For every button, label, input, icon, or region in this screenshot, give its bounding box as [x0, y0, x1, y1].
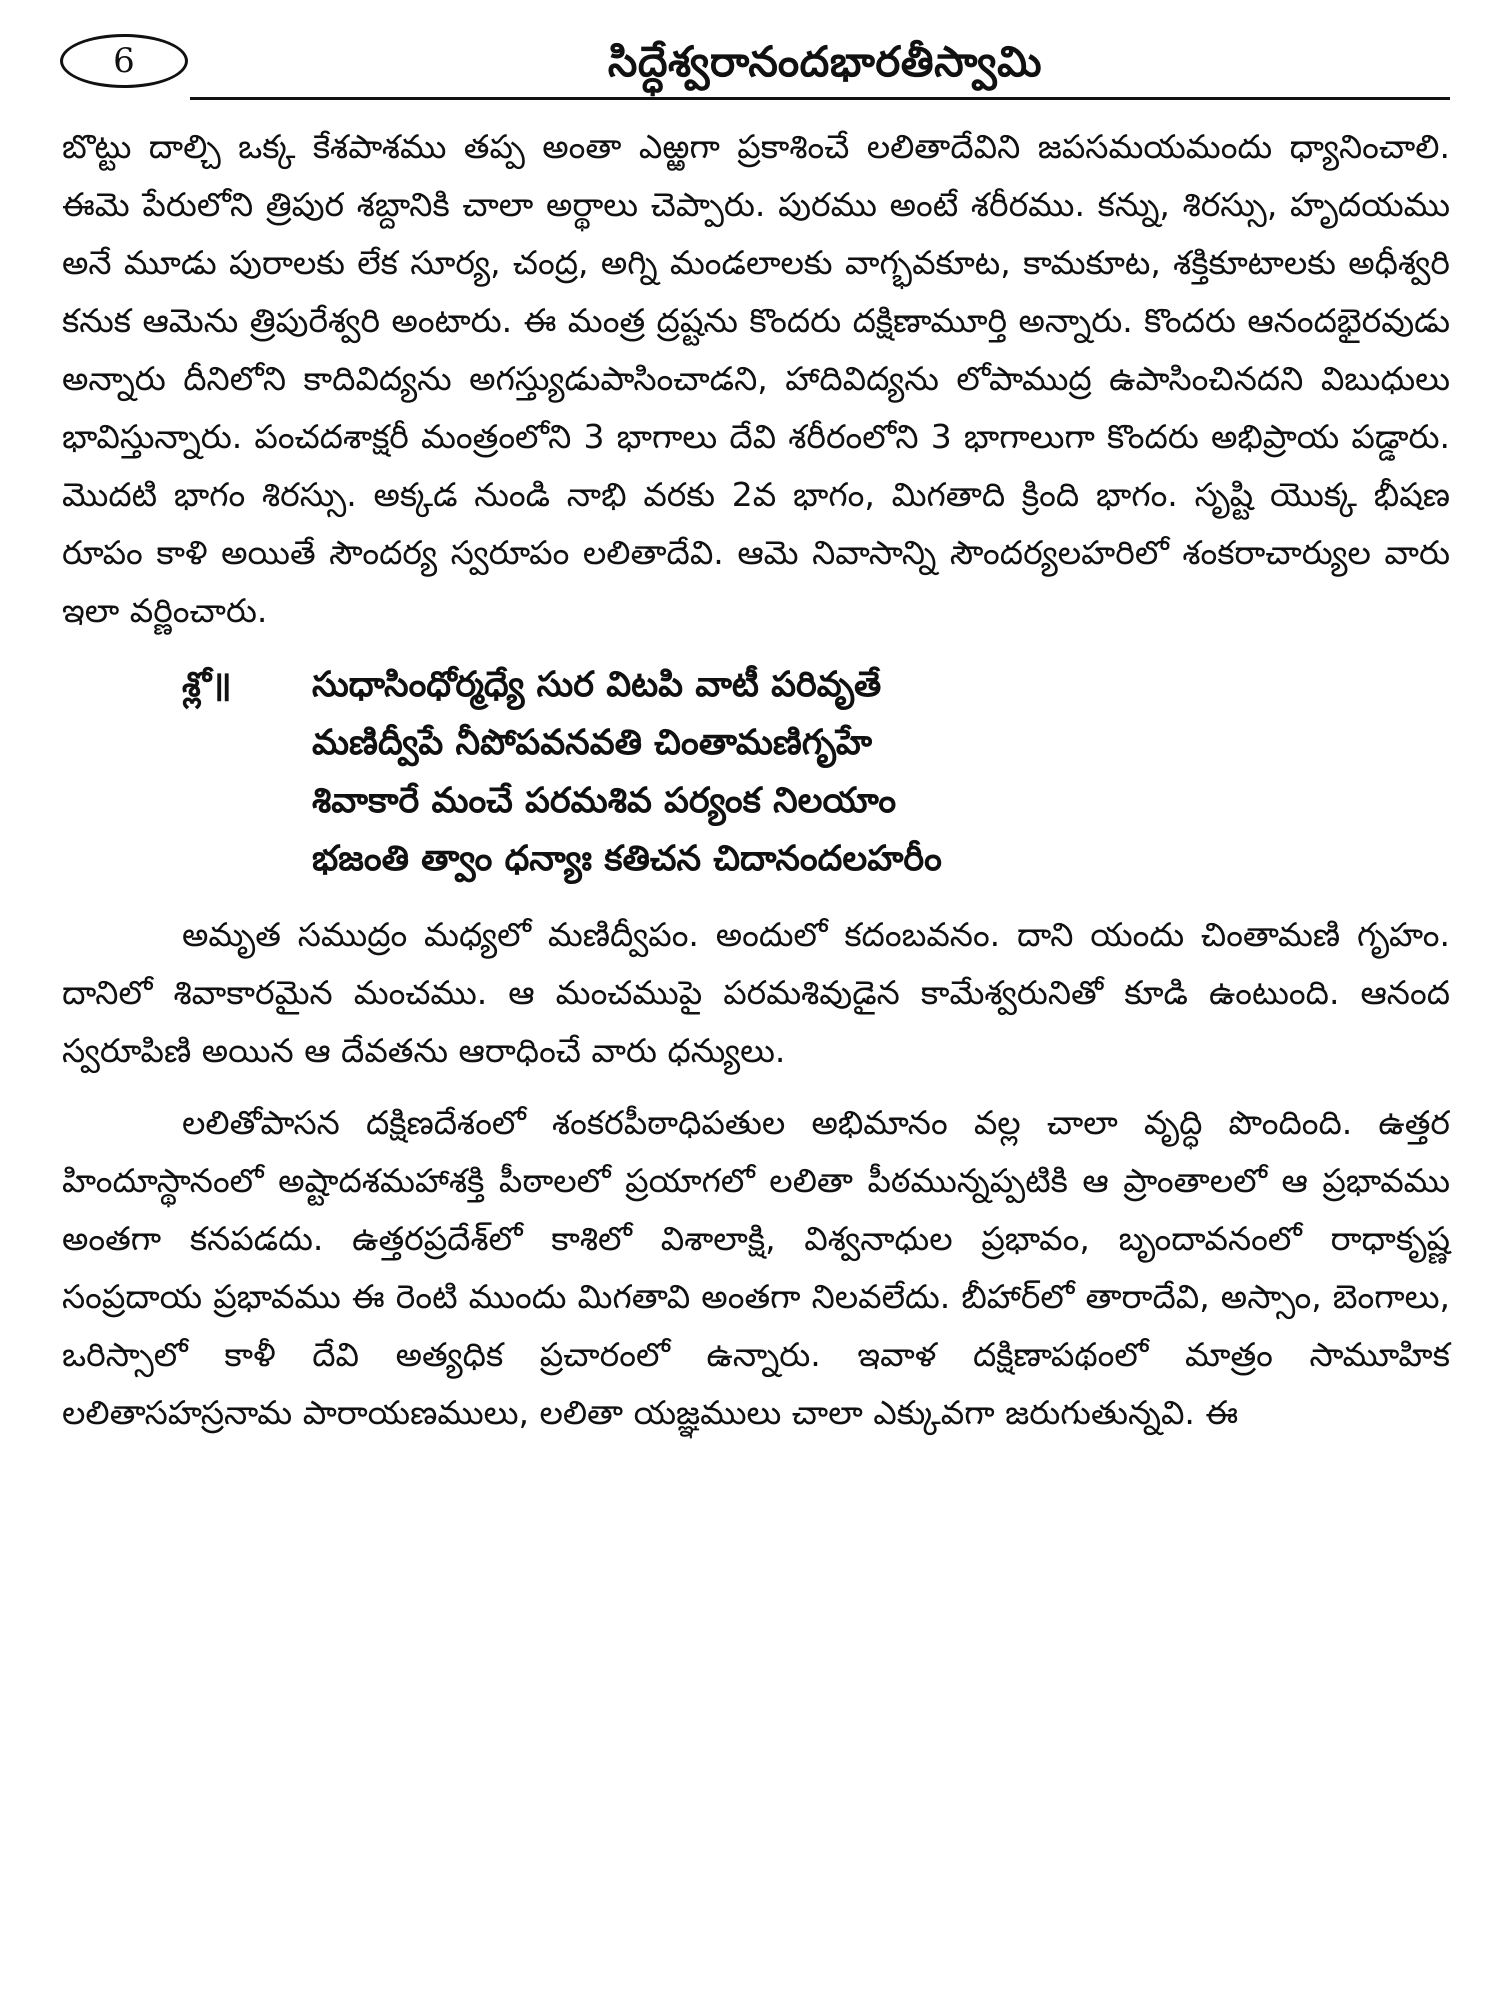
- page-number-oval: [60, 34, 188, 88]
- paragraph-2: అమృత సముద్రం మధ్యలో మణిద్వీపం. అందులో కదంబవనం. దాని యందు చింతామణి గృహం. దానిలో శివాకారమైన మంచము. ఆ మంచముపై పరమశివుడైన కామేశ్వరునితో కూడి ఉంటుంది. ఆనంద స్వరూపిణి అయిన ఆ దేవతను ఆరాధించే వారు ధన్యులు.: [62, 915, 1450, 1070]
- verse-line-3: శివాకారే మంచే పరమశివ పర్యంక నిలయాం: [312, 781, 897, 821]
- verse-lines: [300, 656, 1450, 888]
- running-title: సిద్ధేశ్వరానందభారతీస్వామి: [607, 37, 1043, 86]
- verse-block: [62, 656, 1450, 888]
- verse-line-1: సుధాసింధోర్మధ్యే సుర విటపి వాటీ పరివృతే: [312, 665, 882, 705]
- page-number: 6: [113, 41, 135, 81]
- verse-marker: శ్లో॥: [182, 665, 232, 705]
- paragraph-1: బొట్టు దాల్చి ఒక్క కేశపాశము తప్ప అంతా ఎఱ్ఱగా ప్రకాశించే లలితాదేవిని జపసమయమందు ధ్యానించాలి. ఈమె పేరులోని త్రిపుర శబ్దానికి చాలా అర్థాలు చెప్పారు. పురము అంటే శరీరము. కన్ను, శిరస్సు, హృదయము అనే మూడు పురాలకు లేక సూర్య, చంద్ర, అగ్ని మండలాలకు వాగ్భవకూట, కామకూట, శక్తికూటాలకు అధీశ్వరి కనుక ఆమెను త్రిపురేశ్వరి అంటారు. ఈ మంత్ర ద్రష్టను కొందరు దక్షిణామూర్తి అన్నారు. కొందరు ఆనందభైరవుడు అన్నారు దీనిలోని కాదివిద్యను అగస్త్యుడుపాసించాడని, హాదివిద్యను లోపాముద్ర ఉపాసించినదని విబుధులు భావిస్తున్నారు. పంచదశాక్షరీ మంత్రంలోని 3 భాగాలు దేవి శరీరంలోని 3 భాగాలుగా కొందరు అభిప్రాయ పడ్డారు. మొదటి భాగం శిరస్సు. అక్కడ నుండి నాభి వరకు 2వ భాగం, మిగతాది క్రింది భాగం. సృష్టి యొక్క భీషణ రూపం కాళి అయితే సౌందర్య స్వరూపం లలితాదేవి. ఆమె నివాసాన్ని సౌందర్యలహరిలో శంకరాచార్యుల వారు ఇలా వర్ణించారు.: [62, 127, 1450, 630]
- header-rule: [190, 97, 1450, 100]
- verse-line-2: మణిద్వీపే నీపోపవనవతి చింతామణిగృహే: [312, 723, 873, 763]
- verse-line-4: భజంతి త్వాం ధన్యాః కతిచన చిదానందలహరీం: [312, 839, 942, 879]
- paragraph-3: లలితోపాసన దక్షిణదేశంలో శంకరపీఠాధిపతుల అభిమానం వల్ల చాలా వృద్ధి పొందింది. ఉత్తర హిందూస్థానంలో అష్టాదశమహాశక్తి పీఠాలలో ప్రయాగలో లలితా పీఠమున్నప్పటికి ఆ ప్రాంతాలలో ఆ ప్రభావము అంతగా కనపడదు. ఉత్తరప్రదేశ్‌లో కాశిలో విశాలాక్షి, విశ్వనాధుల ప్రభావం, బృందావనంలో రాధాకృష్ణ సంప్రదాయ ప్రభావము ఈ రెంటి ముందు మిగతావి అంతగా నిలవలేదు. బీహార్‌లో తారాదేవి, అస్సాం, బెంగాలు, ఒరిస్సాలో కాళీ దేవి అత్యధిక ప్రచారంలో ఉన్నారు. ఇవాళ దక్షిణాపథంలో మాత్రం సామూహిక లలితాసహస్రనామ పారాయణములు, లలితా యజ్ఞములు చాలా ఎక్కువగా జరుగుతున్నవి. ఈ: [62, 1103, 1450, 1432]
- page-header: [60, 30, 1450, 100]
- page-body: [62, 118, 1450, 1442]
